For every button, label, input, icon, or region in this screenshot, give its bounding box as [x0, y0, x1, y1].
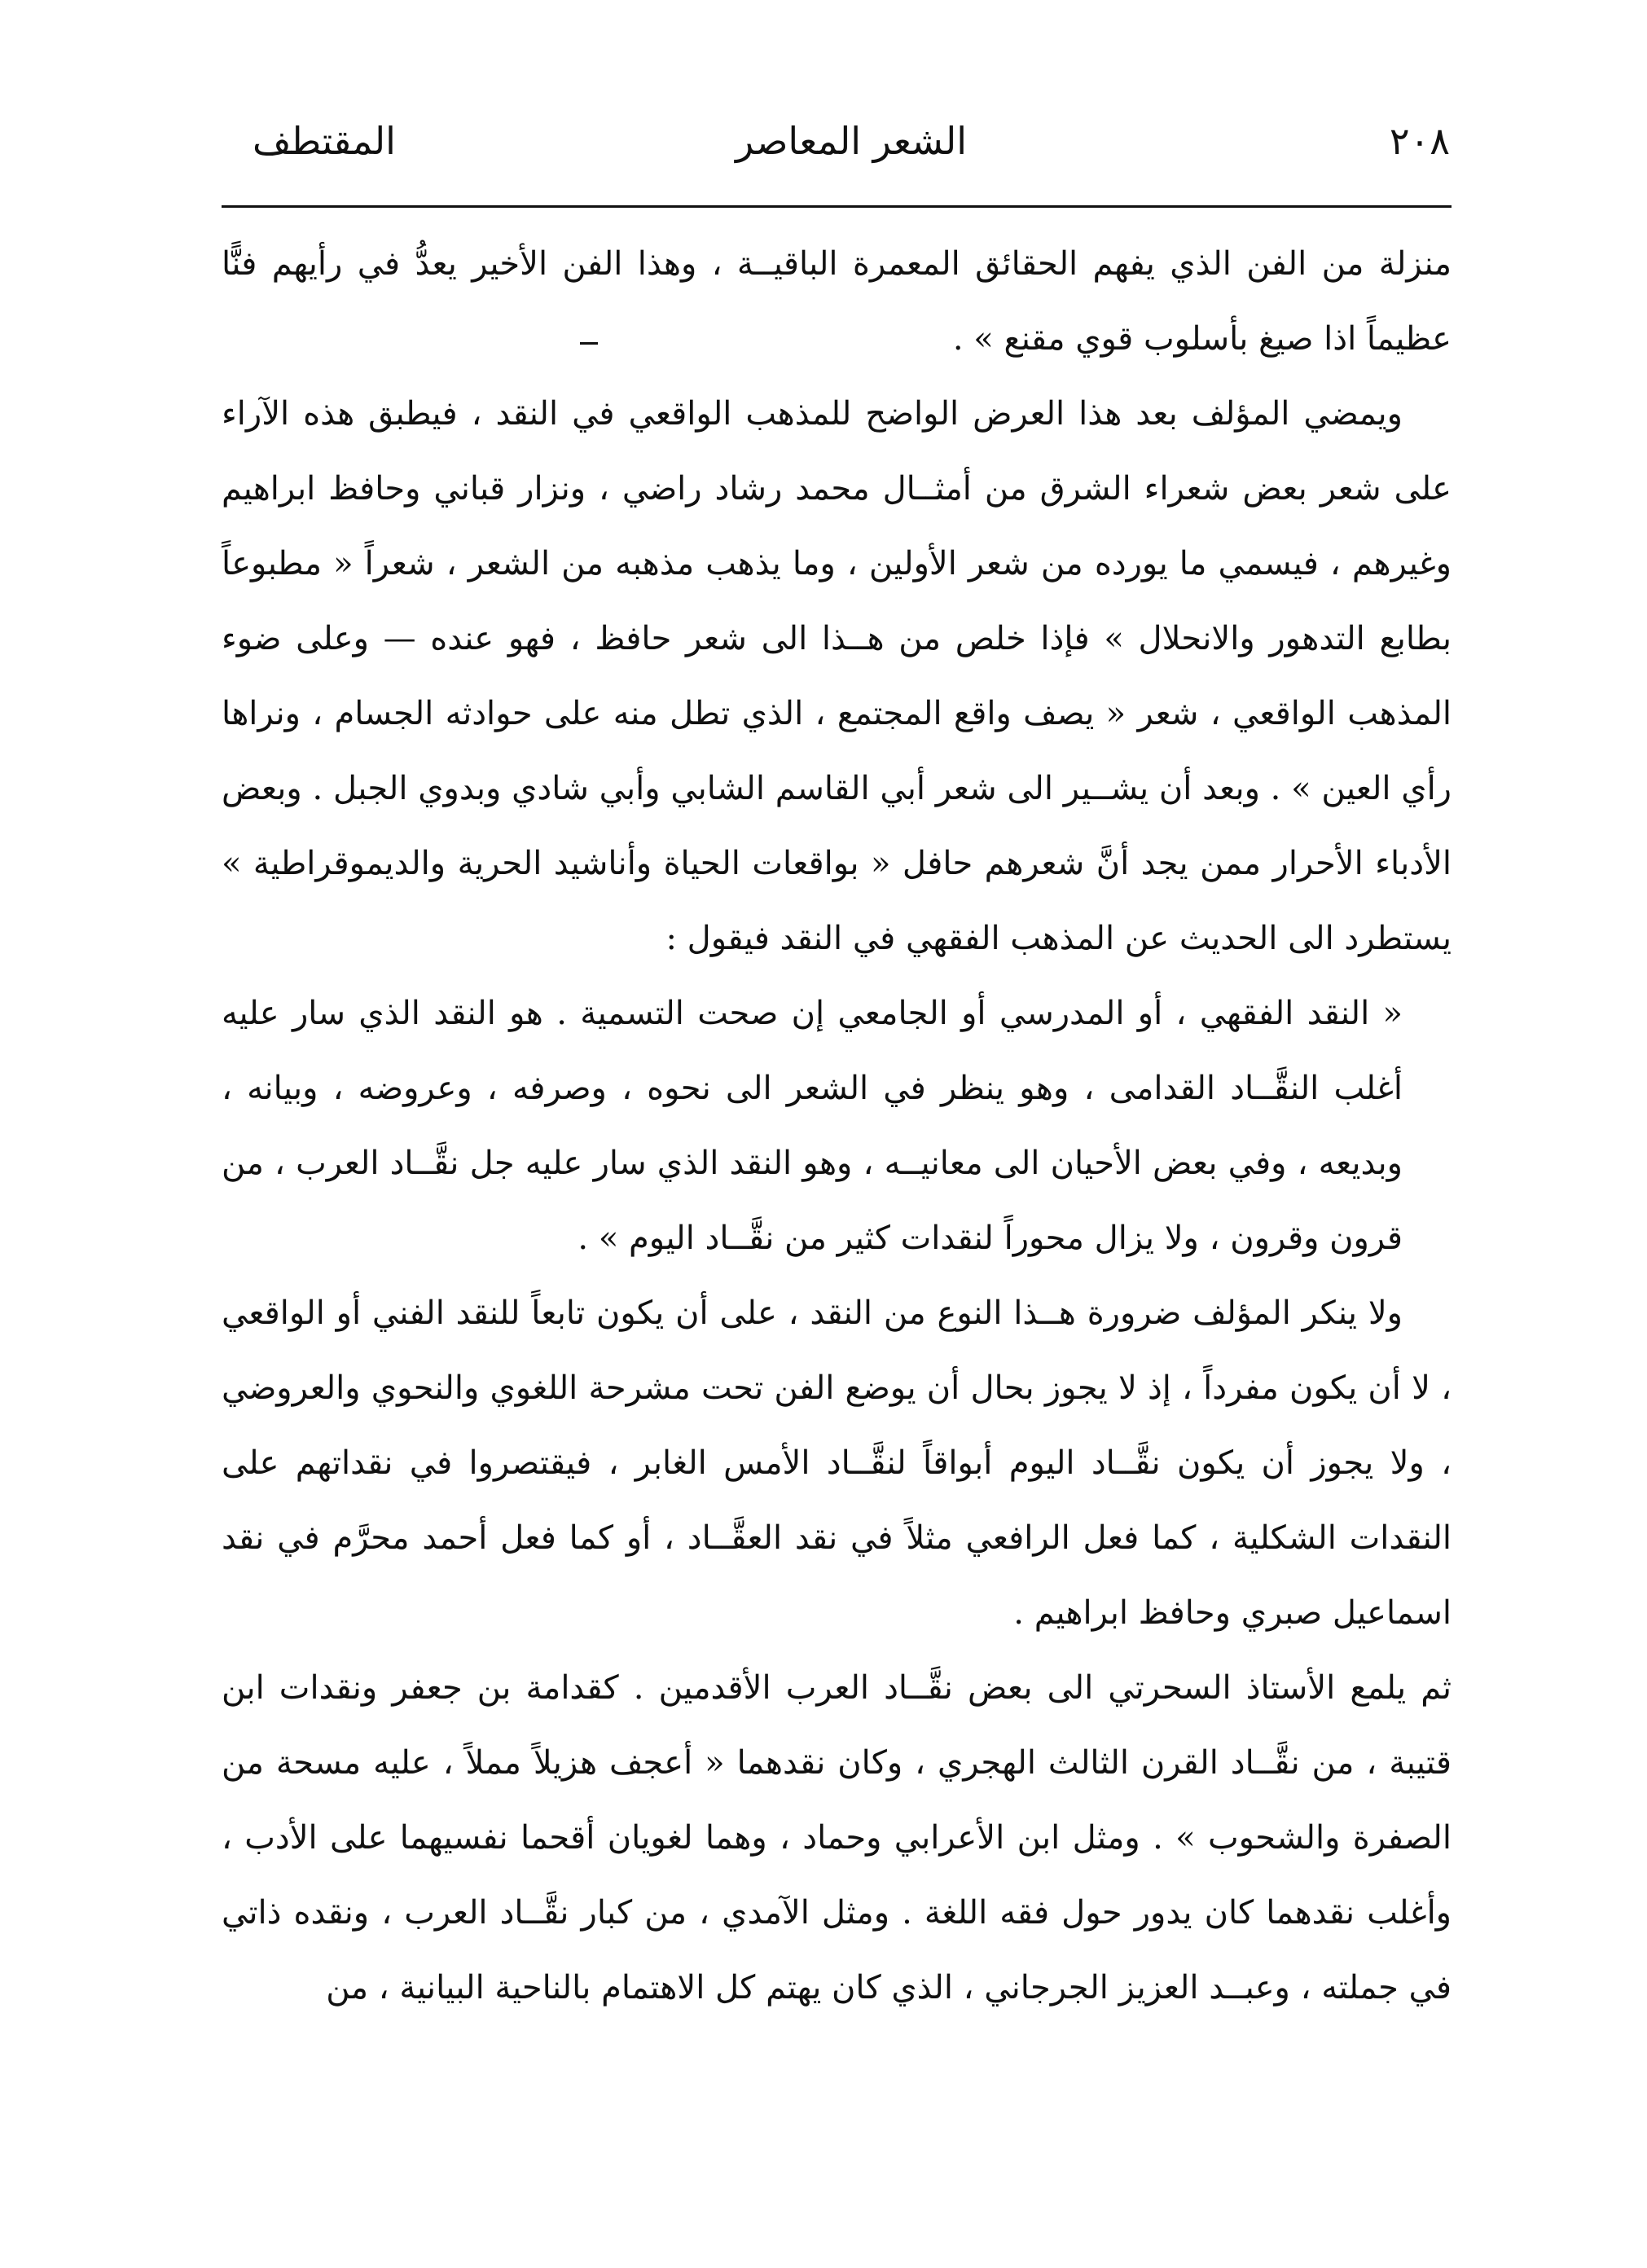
running-title: الشعر المعاصر [735, 119, 968, 163]
page-header [253, 112, 1450, 169]
journal-name: المقتطف [253, 119, 396, 163]
header-rule [222, 205, 1452, 208]
paragraph-5: ثم يلمع الأستاذ السحرتي الى بعض نقَّــاد العرب الأقدمين . كقدامة بن جعفر ونقدات ابن قتيبة ، من نقَّــاد القرن الثالث الهجري ، وكان نقدهما « أعجف هزيلاً مملاً ، عليه مسحة من الصفرة والشحوب » . ومثل ابن الأعرابي وحماد ، وهما لغويان أقحما نفسيهما على الأدب ، وأغلب نقدهما كان يدور حول فقه اللغة . ومثل الآمدي ، من كبار نقَّــاد العرب ، ونقده ذاتي في جملته ، وعبــد العزيز الجرجاني ، الذي كان يهتم كل الاهتمام بالناحية البيانية ، من [222, 1669, 1452, 2006]
paragraph-3-quote: « النقد الفقهي ، أو المدرسي أو الجامعي إن صحت التسمية . هو النقد الذي سار عليه أغلب النقَّــاد القدامى ، وهو ينظر في الشعر الى نحوه ، وصرفه ، وعروضه ، وبيانه ، وبديعه ، وفي بعض الأحيان الى معانيــه ، وهو النقد الذي سار عليه جل نقَّــاد العرب ، من قرون وقرون ، ولا يزال محوراً لنقدات كثير من نقَّــاد اليوم » . [222, 995, 1403, 1257]
article-body [222, 226, 1452, 2025]
paragraph-1: منزلة من الفن الذي يفهم الحقائق المعمرة الباقيــة ، وهذا الفن الأخير يعدُّ في رأيهم فنًّا عظيماً اذا صيغ بأسلوب قوي مقنع » . [222, 245, 1452, 358]
paragraph-2: ويمضي المؤلف بعد هذا العرض الواضح للمذهب الواقعي في النقد ، فيطبق هذه الآراء على شعر بعض شعراء الشرق من أمثــال محمد رشاد راضي ، ونزار قباني وحافظ ابراهيم وغيرهم ، فيسمي ما يورده من شعر الأولين ، وما يذهب مذهبه من الشعر ، شعراً « مطبوعاً بطابع التدهور والانحلال » فإذا خلص من هــذا الى شعر حافظ ، فهو عنده — وعلى ضوء المذهب الواقعي ، شعر « يصف واقع المجتمع ، الذي تطل منه على حوادثه الجسام ، ونراها رأي العين » . وبعد أن يشــير الى شعر أبي القاسم الشابي وأبي شادي وبدوي الجبل . وبعض الأدباء الأحرار ممن يجد أنَّ شعرهم حافل « بواقعات الحياة وأناشيد الحرية والديموقراطية » يستطرد الى الحديث عن المذهب الفقهي في النقد فيقول : [222, 395, 1452, 957]
paragraph-4: ولا ينكر المؤلف ضرورة هــذا النوع من النقد ، على أن يكون تابعاً للنقد الفني أو الواقعي ، لا أن يكون مفرداً ، إذ لا يجوز بحال أن يوضع الفن تحت مشرحة اللغوي والنحوي والعروضي ، ولا يجوز أن يكون نقَّــاد اليوم أبواقاً لنقَّــاد الأمس الغابر ، فيقتصروا في نقداتهم على النقدات الشكلية ، كما فعل الرافعي مثلاً في نقد العقَّــاد ، أو كما فعل أحمد محرَّم في نقد اسماعيل صبري وحافظ ابراهيم . [222, 1294, 1452, 1632]
page-number: ٢٠٨ [1389, 119, 1450, 163]
